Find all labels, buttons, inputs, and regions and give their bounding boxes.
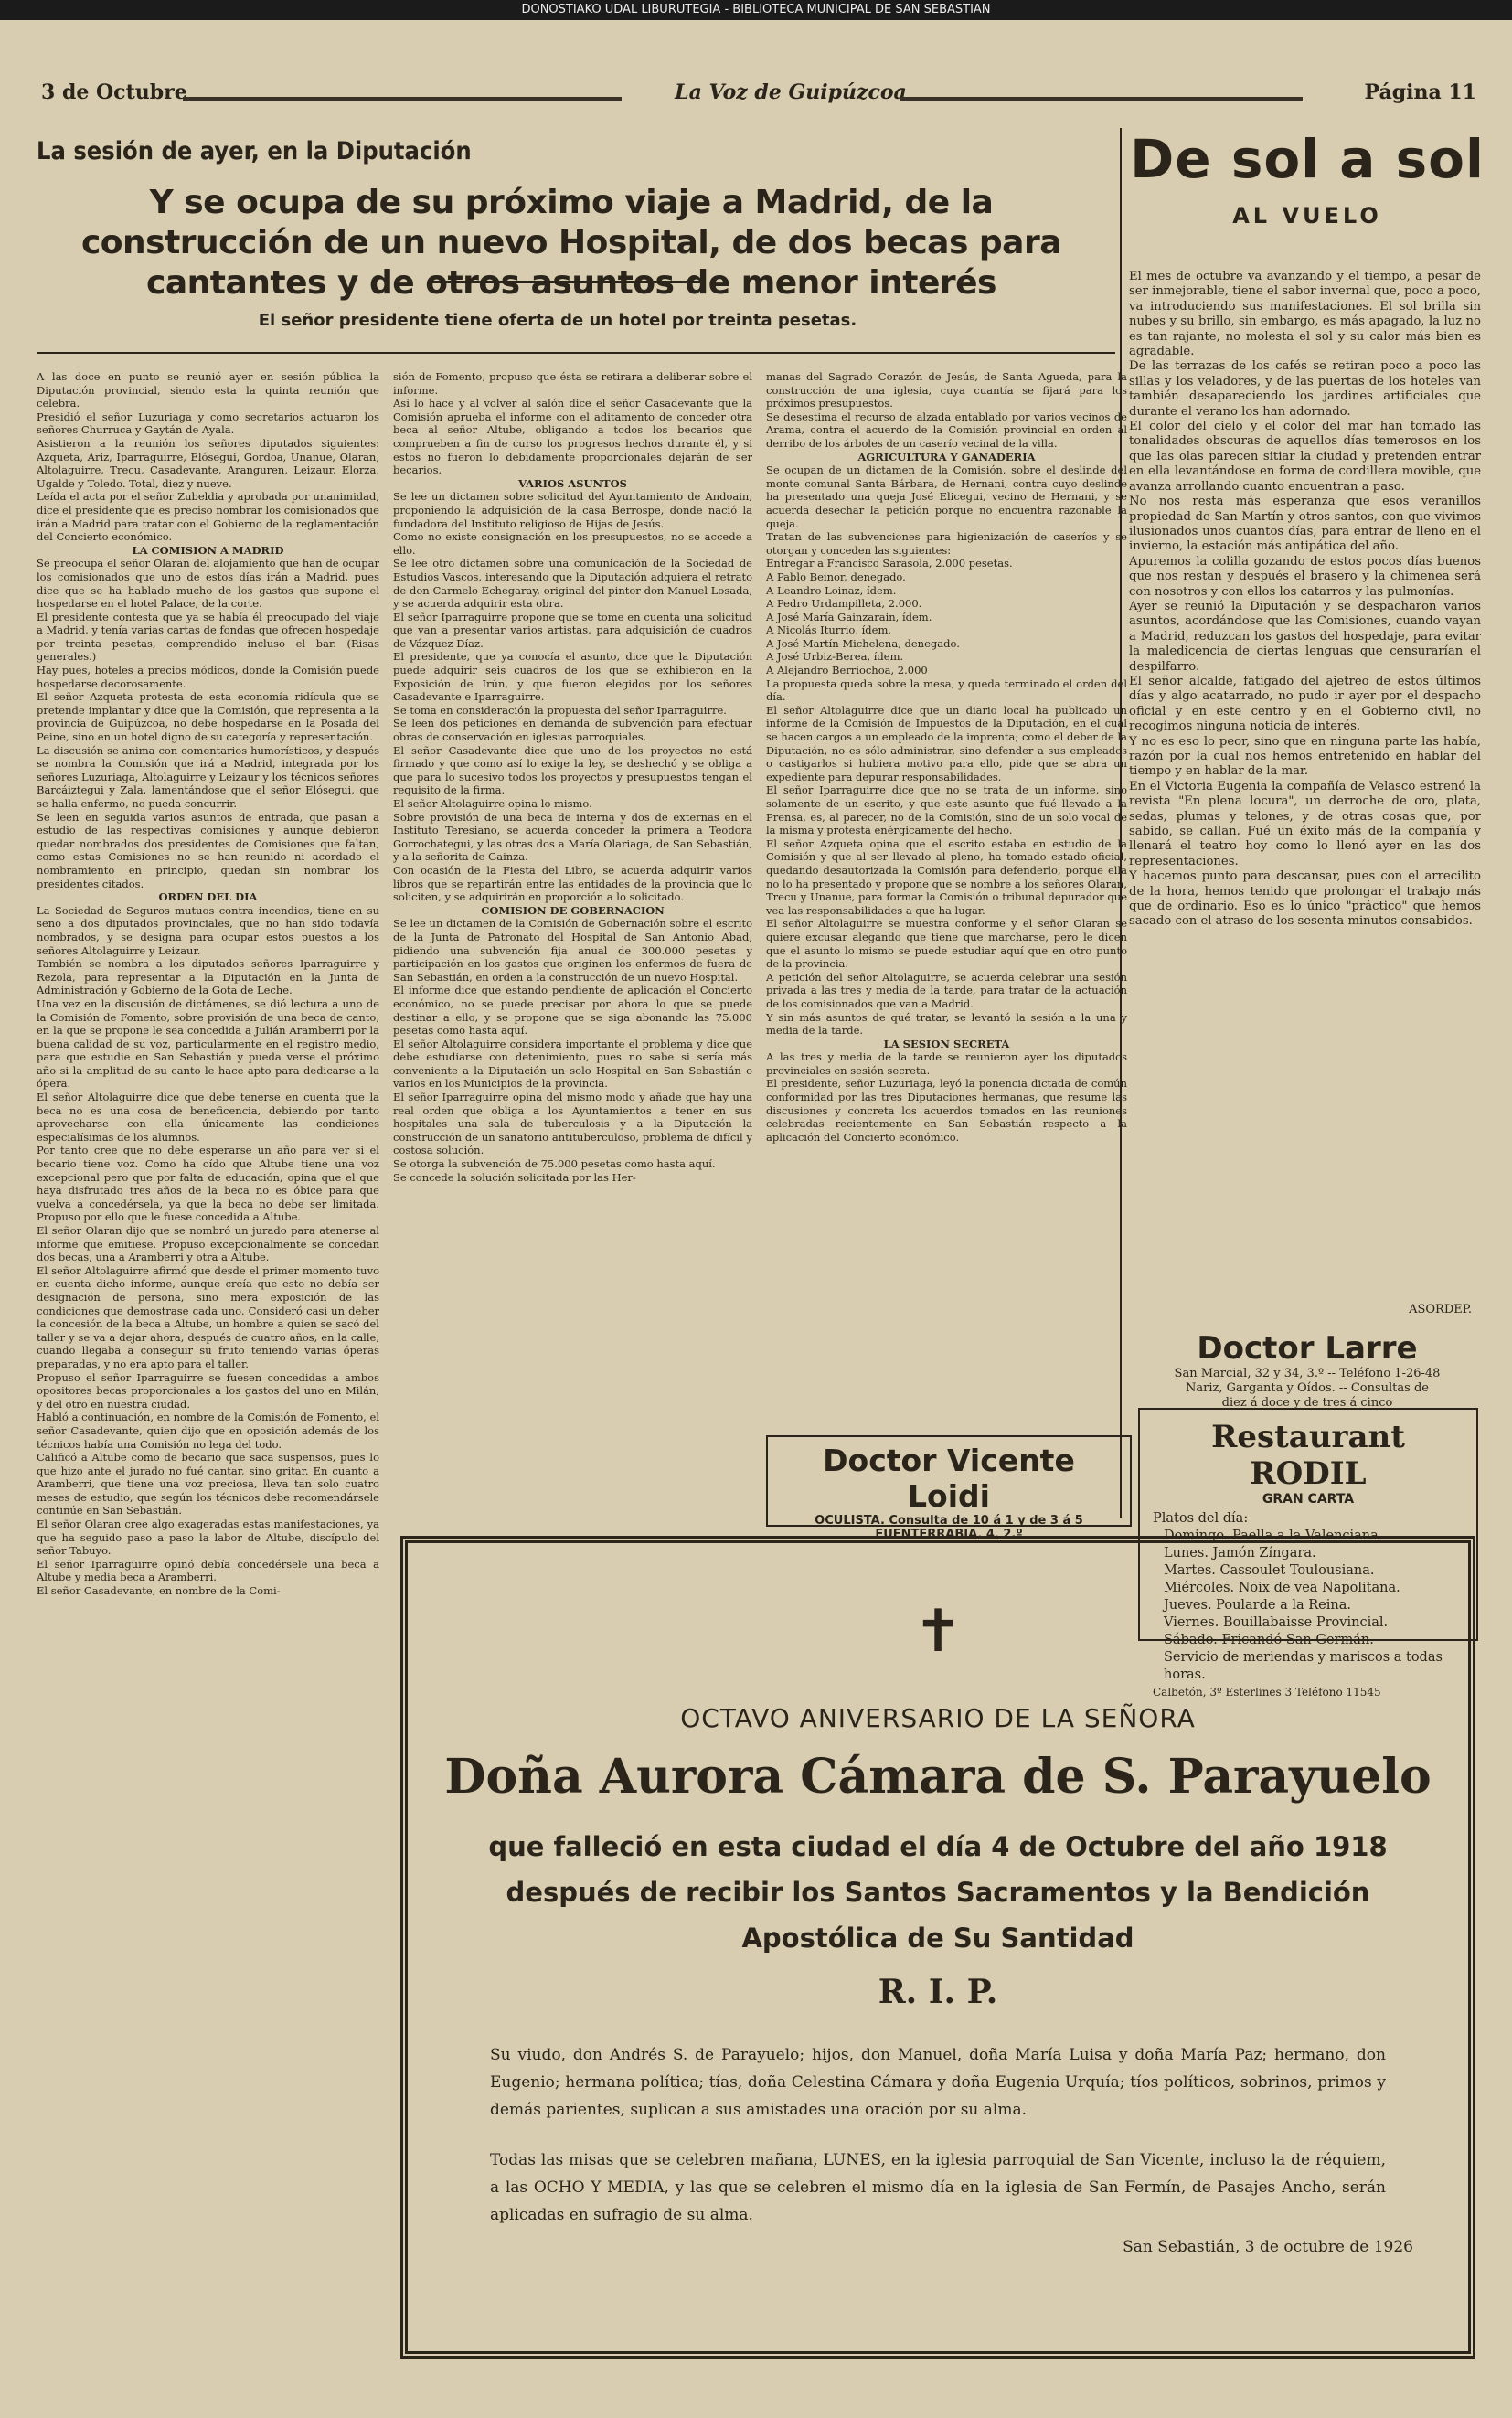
ad-rodil-name: Restaurant RODIL	[1211, 1419, 1405, 1492]
menu-item: Domingo. Paella a la Valenciana.	[1164, 1529, 1383, 1543]
page-header	[41, 80, 1476, 112]
ad-loidi-address: FUENTERRABIA, 4, 2.º	[875, 1528, 1023, 1541]
ad-loidi-hours: OCULISTA. Consulta de 10 á 1 y de 3 á 5	[815, 1514, 1083, 1528]
notice-anniversary: OCTAVO ANIVERSARIO DE LA SEÑORA	[680, 1703, 1196, 1733]
notice-blessing: Apostólica de Su Santidad	[741, 1923, 1134, 1954]
notice-date: San Sebastián, 3 de octubre de 1926	[1123, 2238, 1413, 2256]
col1-subheading-comision: LA COMISION A MADRID	[132, 543, 284, 557]
ad-rodil-tag: GRAN CARTA	[1262, 1492, 1355, 1507]
newspaper-name: La Voz de Guipúzcoa	[675, 80, 907, 104]
menu-item: Sábado. Fricandó San Germán.	[1164, 1633, 1374, 1647]
menu-item: Servicio de meriendas y mariscos a todas horas.	[1164, 1650, 1443, 1682]
col1-text: A las doce en punto se reunió ayer en sesión pública la Diputación provincial, siendo esta la quinta reunión que celebra. Presidió el señor Luzuriaga y como secretarios actuaron los señores Churruca y Gaytán de Ayala. Asistieron a la reunión los señores diputados siguientes: Azqueta, Ariz, Iparraguirre, Elósegui, Gordoa, Unanue, Olaran, Altolaguirre, Trecu, Casadevante, Aranguren, Leizaur, Elorza, Ugalde y Toledo. Total, diez y nueve. Leída el acta por el señor Zubeldia y aprobada por unanimidad, dice el presidente que es preciso nombrar los comisionados que irán a Madrid para tratar con el Gobierno de la reglamentación del Concierto económico.	[37, 370, 379, 544]
col2-subheading-gobernacion: COMISION DE GOBERNACION	[481, 903, 665, 917]
article-column-1	[37, 370, 379, 2418]
menu-item: Viernes. Bouillabaisse Provincial.	[1164, 1615, 1389, 1630]
death-notice	[400, 1536, 1475, 2359]
notice-masses: Todas las misas que se celebren mañana, LUNES, en la iglesia parroquial de San Vicente, incluso la de réquiem, a las OCHO Y MEDIA, y las que se celebren el mismo día en la iglesia de San Fermín, de Pasajes Ancho, serán aplicadas en sufragio de su alma.	[490, 2151, 1386, 2224]
article-subhead: El señor presidente tiene oferta de un hotel por treinta pesetas.	[258, 311, 857, 330]
sol-column-body: El mes de octubre va avanzando y el tiempo, a pesar de ser inmejorable, tiene el sabor invernal que, poco a poco, va introduciendo sus manifestaciones. El sol brilla sin nubes y su brillo, sin embargo, es más apagado, la luz no es tan rajante, no molesta el sol y su calor más bien es agradable. De las terrazas de los cafés se retiran poco a poco las sillas y los veladores, y de las puertas de los hoteles van también desapareciendo los jardines artificiales que durante el verano los han adornado. El color del cielo y el color del mar han tomado las tonalidades obscuras de aquellos días temerosos en los que las olas parecen sitiar la ciudad y pretenden entrar en ella levantándose en forma de cordillera movible, que avanza arrollando cuanto encuentran a paso. No nos resta más esperanza que esos veranillos propiedad de San Martín y otros santos, con que vivimos ilusionados unos cuantos días, para entrar de lleno en el invierno, la estación más antipática del año. Apuremos la colilla gozando de estos pocos días buenos que nos restan y después el brasero y la chimenea será con nosotros y con ellos los catarros y las pulmonías. Ayer se reunió la Diputación y se despacharon varios asuntos, acordándose que las Comisiones, cuando vayan a Madrid, reduzcan los gastos del hospedaje, para evitar la maledicencia de ciertas lenguas que censurarían el despilfarro. El señor alcalde, fatigado del ajetreo de estos últimos días y algo acatarrado, no pudo ir ayer por el despacho oficial y en este centro y en el Gobierno civil, no recogimos ninguna noticia de interés. Y no es eso lo peor, sino que en ninguna parte las había, razón por la cual nos hemos entretenido en hablar del tiempo y en hablar de la mar. En el Victoria Eugenia la compañía de Velasco estrenó la revista "En plena locura", un derroche de oro, plata, sedas, plumas y telones, y de otras cosas que, por sabido, se callan. Fué un éxito más de la compañía y llenará el teatro hoy como lo llenó ayer en las dos representaciones. Y hacemos punto para descansar, pues con el arrecilito de la hora, hemos tenido que prolongar el trabajo más que de ordinario. Eso es lo único "práctico" que hemos sacado con el atraso de los sesenta minutos consabidos.	[1129, 270, 1481, 929]
column-divider	[1120, 128, 1122, 1518]
menu-item: Martes. Cassoulet Toulousiana.	[1164, 1563, 1375, 1578]
notice-family: Su viudo, don Andrés S. de Parayuelo; hijos, don Manuel, doña María Luisa y doña María Paz; hermano, don Eugenio; hermana política; tías, doña Celestina Cámara y doña Eugenia Urquía; tíos políticos, sobrinos, primos y demás parientes, suplican a sus amistades una oración por su alma.	[490, 2046, 1386, 2119]
ad-loidi-name: Doctor Vicente Loidi	[823, 1443, 1075, 1514]
article-column-2	[393, 370, 752, 1531]
col1-text-b: Se preocupa el señor Olaran del alojamiento que han de ocupar los comisionados que uno de estos días irán a Madrid, pues dice que se ha hablado mucho de los gastos que supone el hospedarse en el hotel Palace, de la corte. El presidente contesta que ya se había él preocupado del viaje a Madrid, y tenía varias cartas de fondas que ofrecen hospedaje por treinta pesetas, comprendido incluso el bar. (Risas generales.) Hay pues, hoteles a precios módicos, donde la Comisión puede hospedarse decorosamente. El señor Azqueta protesta de esta economía ridícula que se pretende implantar y dice que la Comisión, que representa a la provincia de Guipúzcoa, no debe hospedarse en la Posada del Peine, sino en un hotel digno de su categoría y representación. La discusión se anima con comentarios humorísticos, y después se nombra la Comisión que irá a Madrid, integrada por los señores Luzuriaga, Altolaguirre y Leizaur y los técnicos señores Barcáiztegui y Zala, lamentándose que el señor Elósegui, que se halla enfermo, no pueda concurrir. Se leen en seguida varios asuntos de entrada, que pasan a estudio de las respectivas comisiones y aunque debieron quedar nombrados dos presidentes de Comisiones que faltan, como estas Comisiones no se han reunido ni acordado el nombramiento en principio, quedan sin nombrar los presidentes citados.	[37, 557, 379, 890]
col2-text-b: Se lee un dictamen sobre solicitud del Ayuntamiento de Andoain, proponiendo la adquisición de la casa Berrospe, donde nació la fundadora del Instituto religioso de Hijas de Jesús. Como no existe consignación en los presupuestos, no se accede a ello. Se lee otro dictamen sobre una comunicación de la Sociedad de Estudios Vascos, interesando que la Diputación adquiera el retrato de don Carmelo Echegaray, original del pintor don Manuel Losada, y se acuerda adquirir esta obra. El señor Iparraguirre propone que se tome en cuenta una solicitud que van a presentar varios artistas, para adquisición de cuadros de Vázquez Díaz. El presidente, que ya conocía el asunto, dice que la Diputación puede adquirir seis cuadros de los que se exhibieron en la Exposición de Irún, y que fueron elegidos por los señores Casadevante e Iparraguirre. Se toma en consideración la propuesta del señor Iparraguirre. Se leen dos peticiones en demanda de subvención para efectuar obras de conservación en iglesias parroquiales. El señor Casadevante dice que uno de los proyectos no está firmado y que como así lo exige la ley, se deshechó y se obliga a que para lo sucesivo todos los proyectos y presupuestos tengan el requisito de la firma. El señor Altolaguirre opina lo mismo. Sobre provisión de una beca de interna y dos de externas en el Instituto Teresiano, se acuerda conceder la primera a Teodora Gorrochategui, y las otras dos a María Olariaga, de San Sebastián, y a la señorita de Gainza. Con ocasión de la Fiesta del Libro, se acuerda adquirir varios libros que se repartirán entre las entidades de la provincia que lo soliciten, y se adquirirán en proporción a lo solicitado.	[393, 490, 752, 904]
sol-signature: ASORDEP.	[1409, 1303, 1472, 1316]
header-rule-right	[900, 97, 1303, 101]
notice-rip: R. I. P.	[878, 1973, 998, 2011]
col3-text: manas del Sagrado Corazón de Jesús, de Santa Agueda, para la construcción de una iglesia, cuya cuantía se fijará para los próximos presupuestos. Se desestima el recurso de alzada entablado por varios vecinos de Arama, contra el acuerdo de la Comisión provincial en orden al derribo de los árboles de un caserío vecinal de la villa.	[766, 370, 1127, 450]
menu-item: Lunes. Jamón Zíngara.	[1164, 1546, 1316, 1561]
col3-subheading-secreta: LA SESION SECRETA	[883, 1037, 1010, 1050]
notice-death-date: que falleció en esta ciudad el día 4 de Octubre del año 1918	[488, 1831, 1388, 1862]
article-kicker: La sesión de ayer, en la Diputación	[37, 137, 472, 165]
col3-text-c: A las tres y media de la tarde se reunieron ayer los diputados provinciales en sesión secreta. El presidente, señor Luzuriaga, leyó la ponencia dictada de común conformidad por las tres Diputaciones hermanas, que resume las discusiones y concreta los acuerdos tomados en las reuniones celebradas recientemente en San Sebastián respecto a la aplicación del Concierto económico.	[766, 1050, 1127, 1144]
ad-rodil-footer: Calbetón, 3º Esterlines 3 Teléfono 11545	[1153, 1686, 1381, 1699]
ad-larre-speciality: Nariz, Garganta y Oídos. -- Consultas de	[1186, 1381, 1429, 1395]
ornament-divider	[430, 281, 704, 283]
menu-item: Jueves. Poularde a la Reina.	[1164, 1598, 1351, 1613]
col3-text-b: Se ocupan de un dictamen de la Comisión, sobre el deslinde del monte comunal Santa Bárbara, de Hernani, contra cuyo deslinde ha presentado una queja José Elicegui, vecino de Hernani, y se acuerda desechar la petición porque no encuentra razonable la queja. Tratan de las subvenciones para higienización de caseríos y se otorgan y conceden las siguientes: Entregar a Francisco Sarasola, 2.000 pesetas. A Pablo Beinor, denegado. A Leandro Loinaz, ídem. A Pedro Urdampilleta, 2.000. A José María Gainzarain, ídem. A Nicolás Iturrio, ídem. A José Martín Michelena, denegado. A José Urbiz-Berea, ídem. A Alejandro Berriochoa, 2.000 La propuesta queda sobre la mesa, y queda terminado el orden del día. El señor Altolaguirre dice que un diario local ha publicado un informe de la Comisión de Impuestos de la Diputación, en el cual se hacen cargos a un empleado de la imprenta; como el deber de la Diputación, no es sólo administrar, sino defender a sus empleados o castigarlos si hubiera motivo para ello, pide que se abra un expediente para depurar responsabilidades. El señor Iparraguirre dice que no se trata de un informe, sino solamente de un escrito, y que este asunto que fué llevado a la Prensa, es, al parecer, no de la Comisión, sino de un solo vocal de la misma y protesta enérgicamente del hecho. El señor Azqueta opina que el escrito estaba en estudio de la Comisión y que al ser llevado al pleno, ha tomado estado oficial, quedando desautorizada la Comisión para defenderlo, porque ella no lo ha presentado y propone que se nombre a los señores Olaran, Trecu y Unanue, para formar la Comisión o tribunal depurador que vea las responsabilidades a que ha lugar. El señor Altolaguirre se muestra conforme y el señor Olaran se quiere excusar alegando que tiene que marcharse, pero le dicen que el asunto lo mismo se puede estudiar aquí que en otro punto de la provincia. A petición del señor Altolaguirre, se acuerda celebrar una sesión privada a las tres y media de la tarde, para tratar de la actuación de los comisionados que van a Madrid. Y sin más asuntos de qué tratar, se levantó la sesión a la una y media de la tarde.	[766, 463, 1127, 1038]
sol-column-subtitle: AL VUELO	[1232, 203, 1382, 229]
ad-rodil-menu-title: Platos del día:	[1153, 1511, 1249, 1526]
subhead-rule	[37, 352, 1115, 354]
article-headline: Y se ocupa de su próximo viaje a Madrid, de la construcción de un nuevo Hospital, de dos becas para cantantes y de otros asuntos de menor interés	[80, 184, 1062, 302]
header-rule-left	[183, 97, 622, 101]
ad-larre-hours: diez á doce y de tres á cinco	[1221, 1396, 1393, 1410]
menu-item: Miércoles. Noix de vea Napolitana.	[1164, 1581, 1400, 1595]
col1-subheading-orden: ORDEN DEL DIA	[158, 890, 258, 904]
col2-subheading-varios: VARIOS ASUNTOS	[518, 476, 627, 490]
ad-larre-name: Doctor Larre	[1197, 1330, 1418, 1367]
col2-text-c: Se lee un dictamen de la Comisión de Gobernación sobre el escrito de la Junta de Patronato del Hospital de San Antonio Abad, pidiendo una subvención fija anual de 300.000 pesetas y participación en los gastos que originen los enfermos de fuera de San Sebastián, en orden a la construcción de un nuevo Hospital. El informe dice que estando pendiente de aplicación el Concierto económico, no se puede precisar por ahora lo que se puede destinar a ello, y se propone que se siga abonando las 75.000 pesetas como hasta aquí. El señor Altolaguirre considera importante el problema y dice que debe estudiarse con detenimiento, pues no sabe si sería más conveniente a la Diputación un solo Hospital en San Sebastián o varios en los Municipios de la provincia. El señor Iparraguirre opina del mismo modo y añade que hay una real orden que obliga a los Ayuntamientos a tener en sus hospitales una sala de tuberculosis y a la Diputación la construcción de un sanatorio antituberculoso, problema de difícil y costosa solución. Se otorga la subvención de 75.000 pesetas como hasta aquí. Se concede la solución solicitada por las Her-	[393, 917, 752, 1184]
col2-text: sión de Fomento, propuso que ésta se retirara a deliberar sobre el informe. Así lo hace y al volver al salón dice el señor Casadevante que la Comisión aprueba el informe con el aditamento de conceder otra beca al señor Altube, obligando a todos los becarios que comprueben a fin de curso los progresos hechos durante él, y si estos no fueron lo debidamente proporcionales dejarán de ser becarios.	[393, 370, 752, 477]
ad-larre-address: San Marcial, 32 y 34, 3.º -- Teléfono 1-26-48	[1174, 1367, 1441, 1380]
ad-doctor-loidi	[766, 1435, 1132, 1541]
ad-doctor-larre	[1143, 1330, 1472, 1411]
sol-column-title: De sol a sol	[1130, 128, 1485, 190]
library-banner: DONOSTIAKO UDAL LIBURUTEGIA - BIBLIOTECA MUNICIPAL DE SAN SEBASTIAN	[0, 0, 1512, 20]
col1-text-c: La Sociedad de Seguros mutuos contra incendios, tiene en su seno a dos diputados provinciales, que no han sido todavía nombrados, y se designa para ocupar estos puestos a los señores Altolaguirre y Leizaur. También se nombra a los diputados señores Iparraguirre y Rezola, para representar a la Diputación en la Junta de Administración y Gobierno de la Gota de Leche. Una vez en la discusión de dictámenes, se dió lectura a uno de la Comisión de Fomento, sobre provisión de una beca de canto, en la que se propone le sea concedida a Julián Aramberri por la buena calidad de su voz, particularmente en el registro medio, para que estudie en San Sebastián y pueda verse el próximo año si la amplitud de su canto le hace apto para dedicarse a la ópera. El señor Altolaguirre dice que debe tenerse en cuenta que la beca no es una cosa de beneficencia, debiendo por tanto aprovecharse con ella únicamente las condiciones especialísimas de los alumnos. Por tanto cree que no debe esperarse un año para ver si el becario tiene voz. Como ha oído que Altube tiene una voz excepcional pero que por falta de educación, opina que el que haya disfrutado tres años de la beca no es óbice para que vuelva a concedérsela, ya que la beca no debe ser limitada. Propuso por ello que le fuese concedida a Altube. El señor Olaran dijo que se nombró un jurado para atenerse al informe que emitiese. Propuso excepcionalmente se concedan dos becas, una a Aramberri y otra a Altube. El señor Altolaguirre afirmó que desde el primer momento tuvo en cuenta dicho informe, aunque creía que esto no debía ser designación de persona, sino mera exposición de las condiciones que demostrase cada uno. Consideró casi un deber la concesión de la beca a Altube, un hombre a quien se sacó del taller y se va a dejar ahora, después de cuatro años, en la calle, cuando llegaba a conseguir su fruto teniendo varias óperas preparadas, y no era apto para el taller. Propuso el señor Iparraguirre se fuesen concedidas a ambos opositores becas proporcionales a los gastos del uno en Milán, y del otro en nuestra ciudad. Habló a continuación, en nombre de la Comisión de Fomento, el señor Casadevante, quien dijo que en oposición además de los técnicos había una Comisión no lega del todo. Calificó a Altube como de becario que saca suspensos, pues lo que hizo ante el jurado no fué cantar, sino gritar. En cuanto a Aramberri, que tiene una voz preciosa, lleva tan solo cuatro meses de estudio, que según los técnicos debe recomendársele continúe en San Sebastián. El señor Olaran cree algo exageradas estas manifestaciones, ya que ha seguido paso a paso la labor de Altube, discípulo del señor Tabuyo. El señor Iparraguirre opinó debía concedérsele una beca a Altube y media beca a Aramberri. El señor Casadevante, en nombre de la Comi-	[37, 903, 379, 1598]
article-column-3	[766, 370, 1127, 1426]
notice-sacraments: después de recibir los Santos Sacramentos y la Bendición	[506, 1877, 1370, 1908]
notice-name: Doña Aurora Cámara de S. Parayuelo	[444, 1749, 1432, 1805]
col3-subheading-agricultura: AGRICULTURA Y GANADERIA	[857, 450, 1036, 463]
page-number: Página 11	[1364, 80, 1476, 104]
issue-date: 3 de Octubre	[41, 80, 187, 104]
cross-icon: ✝	[913, 1598, 963, 1666]
